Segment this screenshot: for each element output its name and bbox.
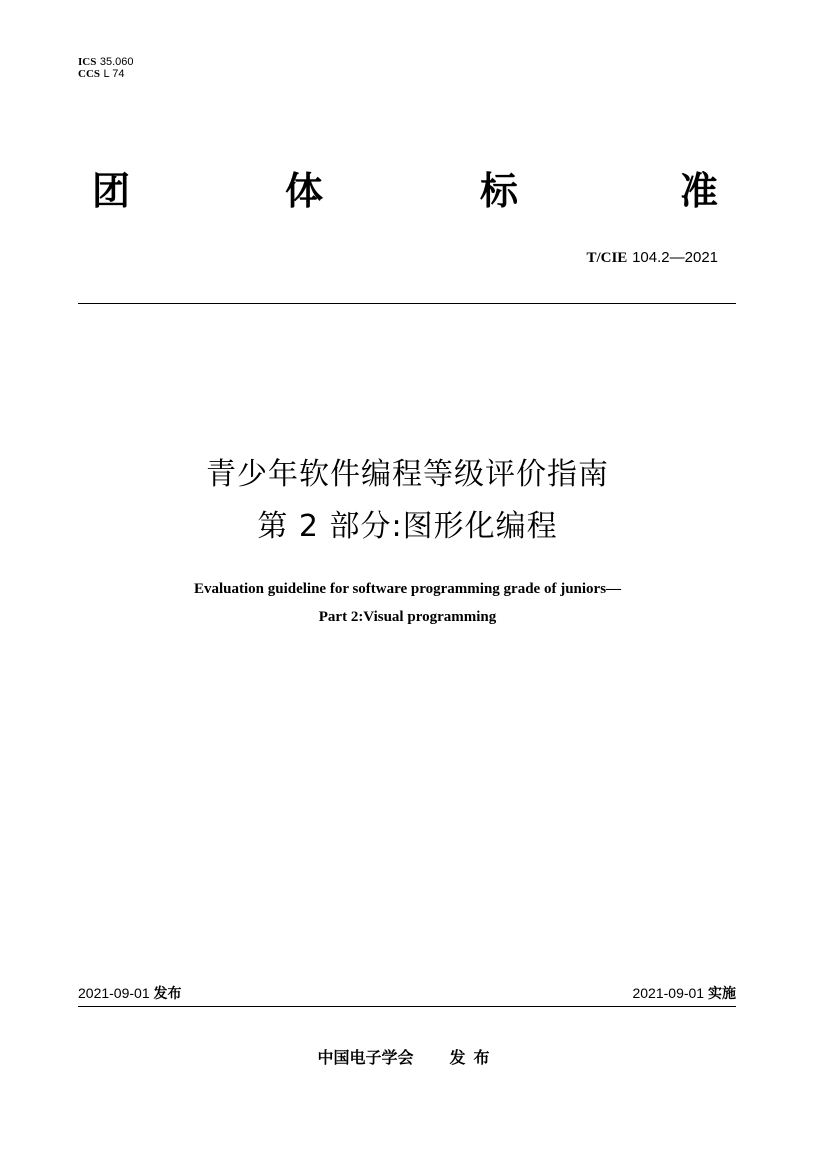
issue-date: 2021-09-01 发布: [78, 985, 182, 1002]
issuer-name: 中国电子学会: [317, 1048, 414, 1067]
title-en-line1: Evaluation guideline for software programming grade of juniors—: [193, 581, 622, 597]
standard-number: T/CIE 104.2—2021: [586, 249, 718, 266]
classification-codes: [78, 56, 134, 80]
title-cn-line1: 青少年软件编程等级评价指南: [206, 457, 609, 492]
top-divider: [78, 303, 736, 304]
ics-code: ICS 35.060: [78, 56, 134, 68]
header-char-3: 标: [480, 169, 519, 213]
bottom-divider: [78, 1006, 736, 1007]
header-char-1: 团: [92, 169, 131, 213]
title-cn-line2: 第 2 部分:图形化编程: [257, 509, 558, 544]
header-char-2: 体: [285, 169, 324, 213]
issuer-action: 发布: [449, 1048, 498, 1067]
header-char-4: 准: [680, 169, 719, 213]
title-en-line2: Part 2:Visual programming: [318, 609, 497, 625]
ccs-code: CCS L 74: [78, 68, 125, 80]
issuer: [0, 1048, 815, 1068]
implement-date: 2021-09-01 实施: [632, 985, 736, 1002]
